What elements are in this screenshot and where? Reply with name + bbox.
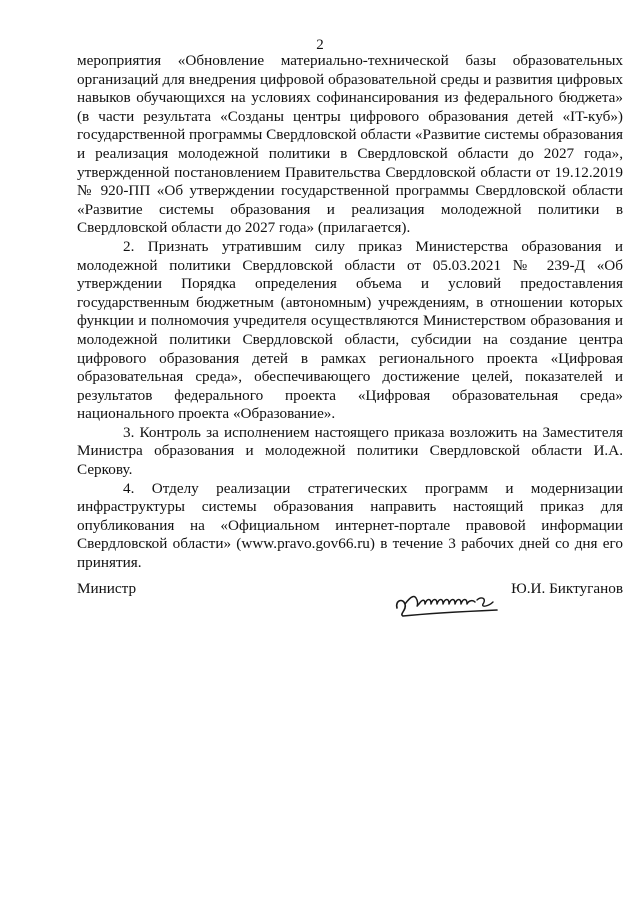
signature-block <box>77 580 623 620</box>
paragraph-item-2: 2. Признать утратившим силу приказ Министерства образования и молодежной политики Свердловской области от 05.03.2021 № 239-Д «Об утверждении Порядка определения объема и условий предоставления государственным бюджетным (автономным) учреждениям, в отношении которых функции и полномочия учредителя осуществляются Министерством образования и молодежной политики Свердловской области, субсидии на создание центра цифрового образования детей в рамках регионального проекта «Цифровая образовательная среда», обеспечивающего достижение целей, показателей и результатов федерального проекта «Цифровая образовательная среда» национального проекта «Образование». <box>77 237 623 423</box>
page-number: 2 <box>316 37 324 53</box>
document-body <box>77 52 623 573</box>
paragraph-continuation: мероприятия «Обновление материально-технической базы образовательных организаций для внедрения цифровой образовательной среды и развития цифровых навыков обучающихся на условиях софинансирования из федерального бюджета» (в части результата «Созданы центры цифрового образования детей «IT-куб») государственной программы Свердловской области «Развитие системы образования и реализация молодежной политики в Свердловской области до 2027 года», утвержденной постановлением Правительства Свердловской области от 19.12.2019 № 920-ПП «Об утверждении государственной программы Свердловской области «Развитие системы образования и реализация молодежной политики в Свердловской области до 2027 года» (прилагается). <box>77 52 623 237</box>
paragraph-item-4: 4. Отделу реализации стратегических программ и модернизации инфраструктуры системы образования направить настоящий приказ для опубликования на «Официальном интернет-портале правовой информации Свердловской области» (www.pravo.gov66.ru) в течение 3 рабочих дней со дня его принятия. <box>77 479 623 572</box>
paragraph-item-3: 3. Контроль за исполнением настоящего приказа возложить на Заместителя Министра образования и молодежной политики Свердловской области И.А. Серкову. <box>77 423 623 479</box>
signer-title: Министр <box>77 580 137 597</box>
handwritten-signature <box>393 584 503 618</box>
signer-name: Ю.И. Биктуганов <box>511 580 623 597</box>
